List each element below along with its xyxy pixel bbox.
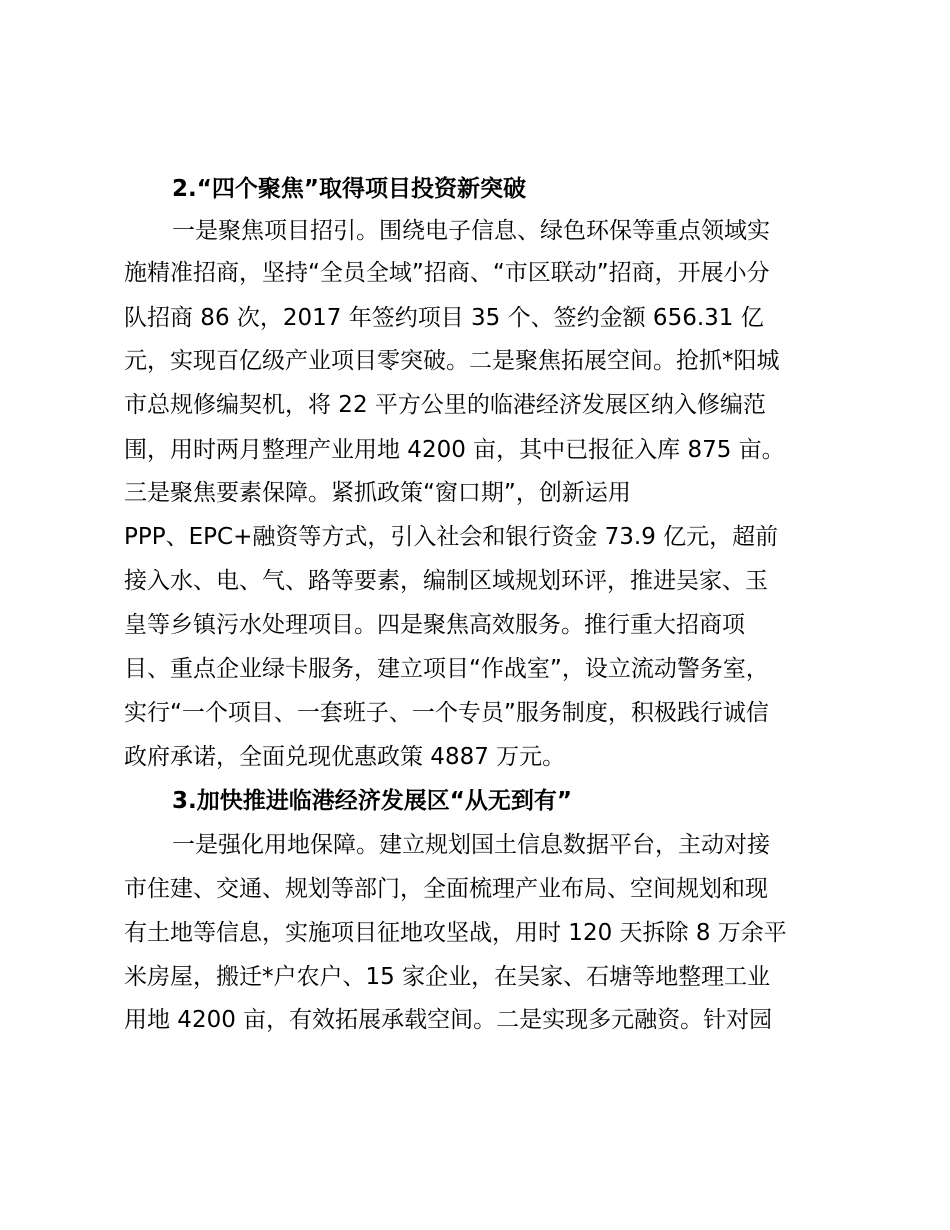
paragraph-line: 有土地等信息，实施项目征地攻坚战，用时 120 天拆除 8 万余平 (124, 920, 787, 946)
paragraph-line: 用地 4200 亩，有效拓展承载空间。二是实现多元融资。针对园 (124, 1007, 773, 1033)
paragraph-line: 三是聚焦要素保障。紧抓政策“窗口期”，创新运用 (124, 480, 631, 506)
paragraph-line: 政府承诺，全面兑现优惠政策 4887 万元。 (124, 744, 566, 770)
paragraph-line: 队招商 86 次，2017 年签约项目 35 个、签约金额 656.31 亿 (124, 305, 764, 331)
paragraph-line: PPP、EPC+融资等方式，引入社会和银行资金 73.9 亿元，超前 (124, 524, 779, 550)
paragraph-line: 一是强化用地保障。建立规划国土信息数据平台，主动对接 (172, 832, 770, 858)
section-heading-3: 3.加快推进临港经济发展区“从无到有” (172, 788, 572, 814)
paragraph-line: 接入水、电、气、路等要素，编制区域规划环评，推进吴家、玉 (124, 568, 768, 594)
paragraph-line: 实行“一个项目、一套班子、一个专员”服务制度，积极践行诚信 (124, 700, 769, 726)
paragraph-line: 元，实现百亿级产业项目零突破。二是聚焦拓展空间。抢抓*阳城 (124, 348, 780, 374)
paragraph-line: 市住建、交通、规划等部门，全面梳理产业布局、空间规划和现 (124, 876, 768, 902)
paragraph-line: 施精准招商，坚持“全员全域”招商、“市区联动”招商，开展小分 (124, 260, 770, 286)
paragraph-line: 围，用时两月整理产业用地 4200 亩，其中已报征入库 875 亩。 (124, 437, 785, 463)
paragraph-line: 市总规修编契机，将 22 平方公里的临港经济发展区纳入修编范 (124, 392, 766, 418)
paragraph-line: 一是聚焦项目招引。围绕电子信息、绿色环保等重点领域实 (172, 218, 770, 244)
section-heading-2: 2.“四个聚焦”取得项目投资新突破 (172, 176, 526, 202)
paragraph-line: 米房屋，搬迁*户农户、15 家企业，在吴家、石塘等地整理工业 (124, 964, 771, 990)
paragraph-line: 皇等乡镇污水处理项目。四是聚焦高效服务。推行重大招商项 (124, 612, 745, 638)
paragraph-line: 目、重点企业绿卡服务，建立项目“作战室”，设立流动警务室， (124, 656, 769, 682)
